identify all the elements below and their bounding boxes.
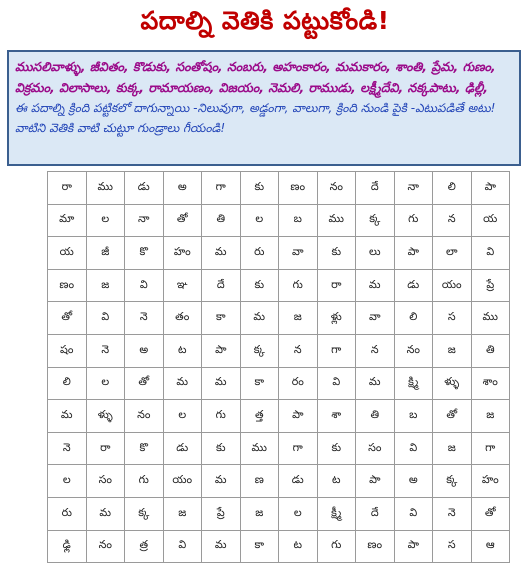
grid-cell[interactable]: అ [163, 172, 202, 205]
grid-cell[interactable]: రా [317, 269, 356, 302]
grid-cell[interactable]: వి [394, 497, 433, 530]
grid-cell[interactable]: మ [202, 237, 241, 270]
grid-cell[interactable]: న [433, 204, 472, 237]
grid-cell[interactable]: కు [317, 432, 356, 465]
grid-cell[interactable]: హం [163, 237, 202, 270]
grid-cell[interactable]: ల [279, 497, 318, 530]
grid-cell[interactable]: య [471, 204, 510, 237]
grid-cell[interactable]: వి [125, 269, 164, 302]
grid-cell[interactable]: గా [317, 334, 356, 367]
grid-cell[interactable]: రు [48, 497, 87, 530]
grid-row [48, 432, 510, 465]
grid-cell[interactable]: గు [125, 465, 164, 498]
grid-cell[interactable]: కు [240, 269, 279, 302]
word-search-grid [47, 171, 510, 563]
grid-cell[interactable]: త్త [240, 400, 279, 433]
grid-cell[interactable]: తి [471, 334, 510, 367]
grid-cell[interactable]: కు [240, 172, 279, 205]
instruction-text: ఈ పదాల్ని క్రింది పట్టికలో దాగున్నాయి -నిలువుగా, అడ్డంగా, వాలుగా, క్రింది నుండి పైకి -ఎటుపడితే అటు! వాటిని వెతికి వాటి చుట్టూ గుండ్రాలు గీయండి! [15, 101, 496, 135]
grid-cell[interactable]: కు [317, 237, 356, 270]
grid-cell[interactable]: బ [279, 204, 318, 237]
grid-cell[interactable]: తో [48, 302, 87, 335]
grid-row [48, 302, 510, 335]
grid-cell[interactable]: తో [471, 497, 510, 530]
grid-cell[interactable]: పా [202, 334, 241, 367]
grid-cell[interactable]: వా [356, 302, 395, 335]
word-list-box [7, 50, 521, 166]
grid-cell[interactable]: హం [471, 465, 510, 498]
grid-row [48, 400, 510, 433]
grid-row [48, 367, 510, 400]
grid-cell[interactable]: రం [279, 367, 318, 400]
grid-cell[interactable]: ఆ [471, 530, 510, 563]
grid-cell[interactable]: ఞ [163, 269, 202, 302]
grid-cell[interactable]: లా [433, 237, 472, 270]
grid-cell[interactable]: మ [356, 367, 395, 400]
grid-cell[interactable]: న [356, 334, 395, 367]
grid-cell[interactable]: మ [48, 400, 87, 433]
grid-cell[interactable]: వి [317, 367, 356, 400]
grid-cell[interactable]: డు [394, 269, 433, 302]
grid-cell[interactable]: ప్రే [202, 497, 241, 530]
grid-cell[interactable]: మ [202, 367, 241, 400]
grid-cell[interactable]: ల [240, 204, 279, 237]
grid-cell[interactable]: జ [471, 400, 510, 433]
grid-cell[interactable]: స [433, 530, 472, 563]
grid-cell[interactable]: నా [394, 172, 433, 205]
grid-cell[interactable]: క్ష్మి [394, 367, 433, 400]
grid-cell[interactable]: క్క [240, 334, 279, 367]
grid-cell[interactable]: స [433, 302, 472, 335]
grid-cell[interactable]: ట [163, 334, 202, 367]
grid-cell[interactable]: జ [86, 269, 125, 302]
grid-body [48, 172, 510, 563]
grid-cell[interactable]: ణం [48, 269, 87, 302]
grid-cell[interactable]: మ [356, 269, 395, 302]
grid-cell[interactable]: సం [356, 432, 395, 465]
grid-cell[interactable]: పా [279, 400, 318, 433]
grid-cell[interactable]: కా [240, 530, 279, 563]
grid-cell[interactable]: నం [86, 530, 125, 563]
grid-cell[interactable]: ణ [240, 465, 279, 498]
grid-cell[interactable]: గా [279, 432, 318, 465]
grid-cell[interactable]: న [279, 334, 318, 367]
grid-cell[interactable]: రా [48, 172, 87, 205]
grid-cell[interactable]: ట [317, 465, 356, 498]
grid-cell[interactable]: క్క [433, 465, 472, 498]
grid-cell[interactable]: దే [356, 497, 395, 530]
grid-cell[interactable]: నె [86, 334, 125, 367]
grid-cell[interactable]: తి [356, 400, 395, 433]
grid-row [48, 465, 510, 498]
grid-cell[interactable]: షం [48, 334, 87, 367]
grid-cell[interactable]: జ [240, 497, 279, 530]
grid-cell[interactable]: కా [240, 367, 279, 400]
grid-cell[interactable]: మ [202, 530, 241, 563]
grid-cell[interactable]: మ [163, 367, 202, 400]
grid-cell[interactable]: ము [471, 302, 510, 335]
grid-cell[interactable]: పా [356, 465, 395, 498]
grid-cell[interactable]: ళ్ళు [433, 367, 472, 400]
grid-cell[interactable]: తం [163, 302, 202, 335]
grid-row [48, 237, 510, 270]
grid-cell[interactable]: డు [279, 465, 318, 498]
grid-cell[interactable]: ము [240, 432, 279, 465]
grid-cell[interactable]: తి [202, 204, 241, 237]
grid-cell[interactable]: నం [125, 400, 164, 433]
grid-cell[interactable]: జ [433, 432, 472, 465]
grid-cell[interactable]: వి [471, 237, 510, 270]
grid-cell[interactable]: యం [163, 465, 202, 498]
grid-cell[interactable]: వి [86, 302, 125, 335]
grid-cell[interactable]: పా [394, 530, 433, 563]
grid-row [48, 497, 510, 530]
grid-cell[interactable]: ట [279, 530, 318, 563]
grid-cell[interactable]: లి [394, 302, 433, 335]
grid-cell[interactable]: ల [86, 367, 125, 400]
grid-cell[interactable]: మ [240, 302, 279, 335]
grid-cell[interactable]: శాం [471, 367, 510, 400]
grid-cell[interactable]: దే [356, 172, 395, 205]
grid-cell[interactable]: గు [202, 400, 241, 433]
grid-cell[interactable]: జ [279, 302, 318, 335]
grid-cell[interactable]: కు [202, 432, 241, 465]
grid-cell[interactable]: నం [394, 334, 433, 367]
grid-cell[interactable]: గు [279, 269, 318, 302]
grid-cell[interactable]: క్ష్మీ [317, 497, 356, 530]
grid-row [48, 334, 510, 367]
grid-cell[interactable]: శా [317, 400, 356, 433]
grid-cell[interactable]: తో [163, 204, 202, 237]
grid-cell[interactable]: ము [317, 204, 356, 237]
grid-cell[interactable]: మా [48, 204, 87, 237]
grid-cell[interactable]: ప్రే [471, 269, 510, 302]
grid-cell[interactable]: జ [163, 497, 202, 530]
grid-row [48, 204, 510, 237]
grid-cell[interactable]: డు [125, 172, 164, 205]
grid-cell[interactable]: త్ర [125, 530, 164, 563]
grid-cell[interactable]: నె [433, 497, 472, 530]
grid-cell[interactable]: ణం [279, 172, 318, 205]
grid-cell[interactable]: కొ [125, 432, 164, 465]
grid-cell[interactable]: కా [202, 302, 241, 335]
grid-cell[interactable]: లి [48, 367, 87, 400]
grid-cell[interactable]: ము [86, 172, 125, 205]
grid-cell[interactable]: వి [394, 432, 433, 465]
grid-cell[interactable]: సం [86, 465, 125, 498]
grid-cell[interactable]: ళ్ళు [86, 400, 125, 433]
grid-cell[interactable]: ల [86, 204, 125, 237]
grid-cell[interactable]: అ [125, 334, 164, 367]
grid-cell[interactable]: యం [433, 269, 472, 302]
grid-cell[interactable]: లి [433, 172, 472, 205]
grid-cell[interactable]: గు [317, 530, 356, 563]
grid-cell[interactable]: ల [163, 400, 202, 433]
grid-cell[interactable]: జీ [86, 237, 125, 270]
grid-cell[interactable]: నె [48, 432, 87, 465]
grid-cell[interactable]: జ [433, 334, 472, 367]
grid-cell[interactable]: వి [163, 530, 202, 563]
grid-cell[interactable]: అ [394, 465, 433, 498]
grid-cell[interactable]: ళ్లు [317, 302, 356, 335]
grid-cell[interactable]: నం [317, 172, 356, 205]
grid-cell[interactable]: ల [48, 465, 87, 498]
grid-cell[interactable]: ణం [356, 530, 395, 563]
grid-cell[interactable]: మ [202, 465, 241, 498]
grid-cell[interactable]: మ [86, 497, 125, 530]
grid-cell[interactable]: బ [394, 400, 433, 433]
grid-cell[interactable]: నా [125, 204, 164, 237]
grid-cell[interactable]: రా [86, 432, 125, 465]
grid-cell[interactable]: గా [471, 432, 510, 465]
grid-cell[interactable]: పా [394, 237, 433, 270]
grid-row [48, 530, 510, 563]
page-title: పదాల్ని వెతికి పట్టుకోండి! [140, 6, 390, 35]
grid-cell[interactable]: క్క [356, 204, 395, 237]
grid-cell[interactable]: కొ [125, 237, 164, 270]
grid-cell[interactable]: డు [163, 432, 202, 465]
grid-cell[interactable]: గు [394, 204, 433, 237]
grid-cell[interactable]: రు [240, 237, 279, 270]
grid-cell[interactable]: తో [433, 400, 472, 433]
grid-row [48, 269, 510, 302]
word-list: ముసలివాళ్ళు, జీవితం, కొడుకు, సంతోషం, నంబరు, అహంకారం, మమకారం, శాంతి, ప్రేమ, గుణం, విక్రమం, విలాసాలు, కుక్క, రామాయణం, విజయం, నెమలి, రాముడు, లక్ష్మీదేవి, నక్కపాటు, ఢిల్లీ, [15, 59, 496, 95]
grid-cell[interactable]: గా [202, 172, 241, 205]
grid-cell[interactable]: య [48, 237, 87, 270]
grid-cell[interactable]: వా [279, 237, 318, 270]
grid-cell[interactable]: నె [125, 302, 164, 335]
grid-cell[interactable]: ఢ్లి [48, 530, 87, 563]
grid-cell[interactable]: పా [471, 172, 510, 205]
grid-row [48, 172, 510, 205]
grid-cell[interactable]: తో [125, 367, 164, 400]
grid-cell[interactable]: లు [356, 237, 395, 270]
grid-cell[interactable]: దే [202, 269, 241, 302]
grid-cell[interactable]: క్క [125, 497, 164, 530]
